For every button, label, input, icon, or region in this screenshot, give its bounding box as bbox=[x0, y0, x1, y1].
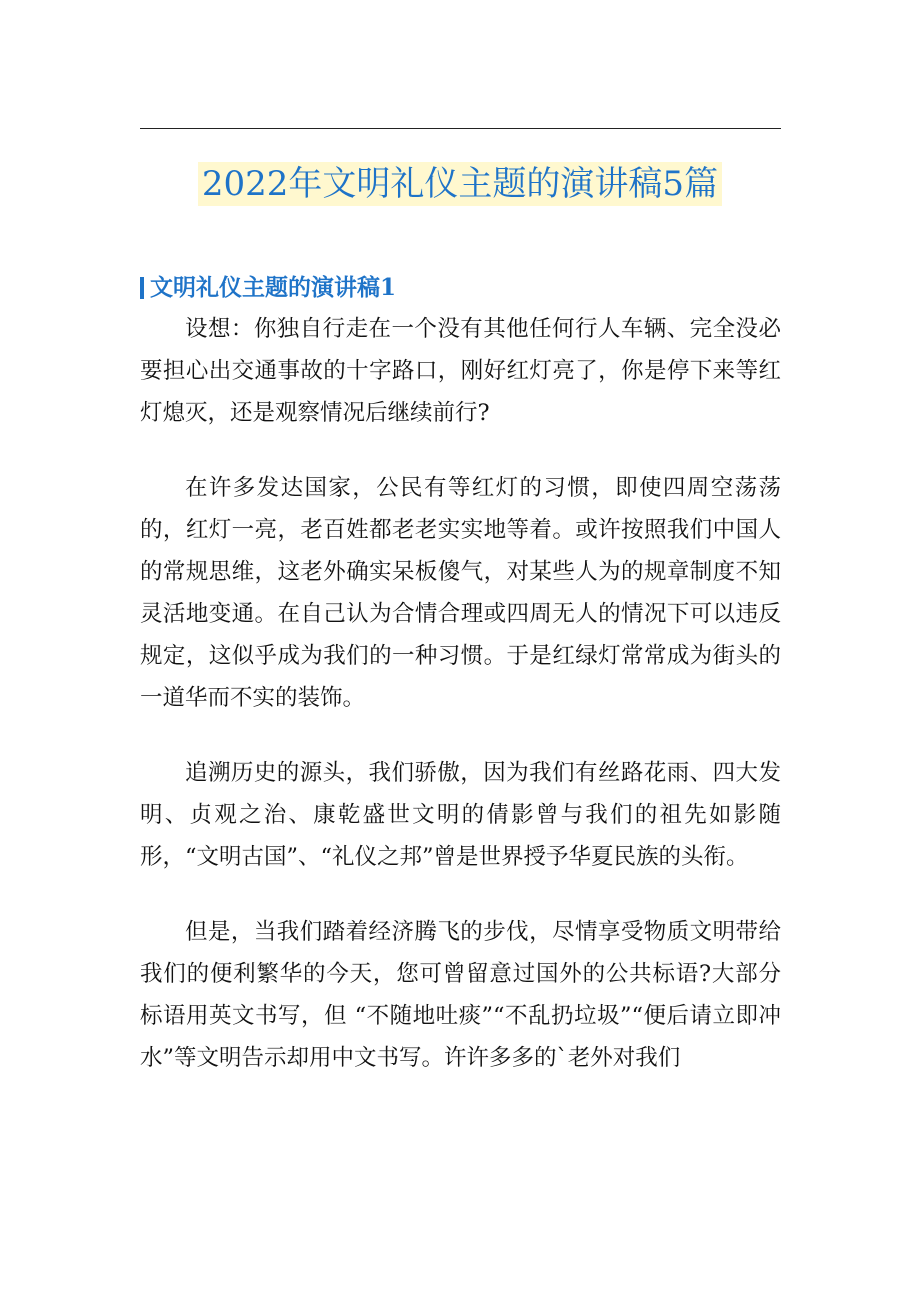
document-title-text: 2022年文明礼仪主题的演讲稿5篇 bbox=[198, 162, 722, 206]
top-divider bbox=[140, 128, 781, 129]
paragraph-1: 设想：你独自行走在一个没有其他任何行人车辆、完全没必要担心出交通事故的十字路口，刚好红灯亮了，你是停下来等红灯熄灭，还是观察情况后继续前行? bbox=[140, 316, 781, 426]
document-body bbox=[140, 308, 781, 1112]
section-heading-text: 文明礼仪主题的演讲稿1 bbox=[150, 274, 397, 301]
section-heading bbox=[140, 272, 396, 304]
paragraph-4: 但是，当我们踏着经济腾飞的步伐，尽情享受物质文明带给我们的便利繁华的今天，您可曾留意过国外的公共标语?大部分标语用英文书写，但 “不随地吐痰”“不乱扔垃圾”“便后请立即冲水”等文明告示却用中文书写。许许多多的`老外对我们 bbox=[140, 919, 781, 1071]
paragraph-3: 追溯历史的源头，我们骄傲，因为我们有丝路花雨、四大发明、贞观之治、康乾盛世文明的倩影曾与我们的祖先如影随形，“文明古国”、“礼仪之邦”曾是世界授予华夏民族的头衔。 bbox=[140, 760, 781, 870]
paragraph-2: 在许多发达国家，公民有等红灯的习惯，即使四周空荡荡的，红灯一亮，老百姓都老老实实地等着。或许按照我们中国人的常规思维，这老外确实呆板傻气，对某些人为的规章制度不知灵活地变通。在自己认为合情合理或四周无人的情况下可以违反规定，这似乎成为我们的一种习惯。于是红绿灯常常成为街头的一道华而不实的装饰。 bbox=[140, 475, 781, 711]
heading-marker bbox=[140, 277, 144, 299]
document-title bbox=[0, 162, 920, 206]
